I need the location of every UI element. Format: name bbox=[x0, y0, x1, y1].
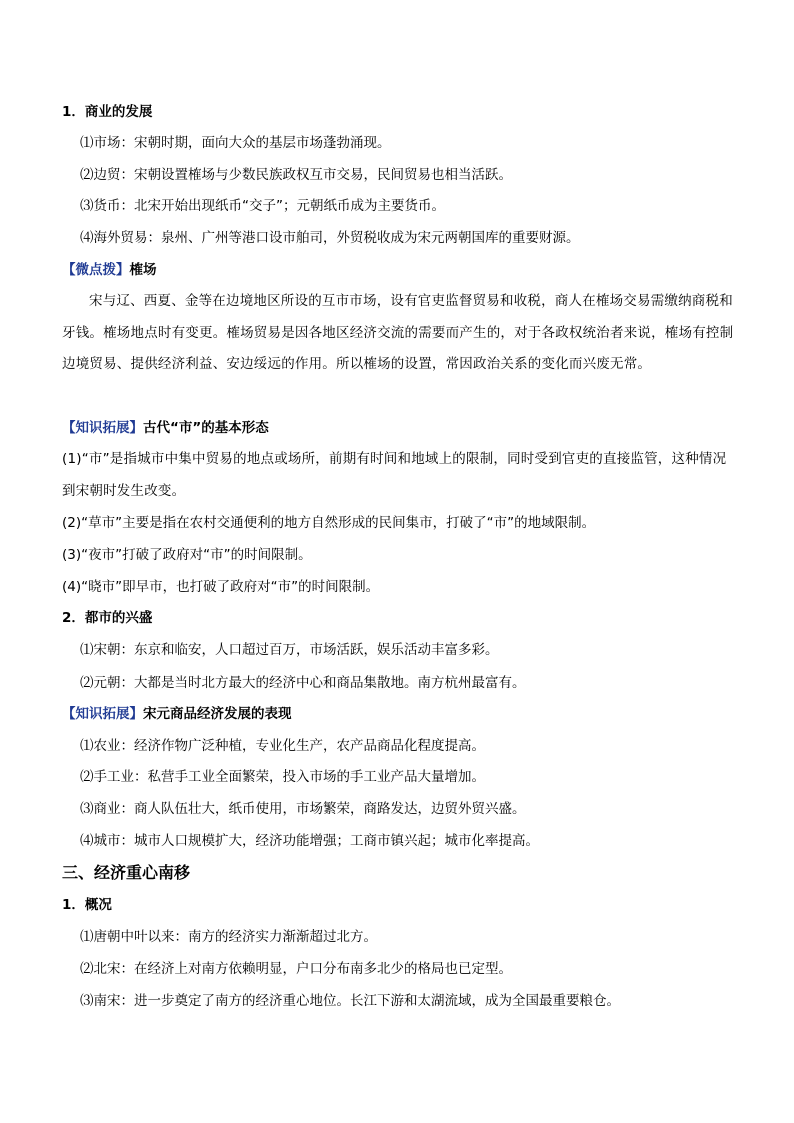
extension-title: 宋元商品经济发展的表现 bbox=[143, 706, 292, 722]
tip-title: 榷场 bbox=[129, 262, 157, 278]
list-item: ⑶货币：北宋开始出现纸币“交子”；元朝纸币成为主要货币。 bbox=[80, 198, 445, 214]
extension-tag: 【知识拓展】 bbox=[62, 706, 143, 722]
list-item: ⑴唐朝中叶以来：南方的经济实力渐渐超过北方。 bbox=[80, 929, 377, 945]
section-heading-overview: 1．概况 bbox=[62, 897, 112, 913]
section-heading-commerce: 1．商业的发展 bbox=[62, 104, 153, 120]
extension-title: 古代“市”的基本形态 bbox=[143, 420, 269, 436]
list-item: (1)“市”是指城市中集中贸易的地点或场所，前期有时间和地域上的限制，同时受到官吏的直接监管，这种情况到宋朝时发生改变。 bbox=[62, 451, 727, 499]
list-item: ⑴宋朝：东京和临安，人口超过百万，市场活跃，娱乐活动丰富多彩。 bbox=[80, 642, 499, 658]
tip-paragraph: 宋与辽、西夏、金等在边境地区所设的互市市场，设有官吏监督贸易和收税，商人在榷场交易需缴纳商税和牙钱。榷场地点时有变更。榷场贸易是因各地区经济交流的需要而产生的，对于各政权统治者来说，榷场有控制边境贸易、提供经济利益、安边绥远的作用。所以榷场的设置，常因政治关系的变化而兴废无常。 bbox=[62, 293, 734, 372]
list-item: ⑷城市：城市人口规模扩大，经济功能增强；工商市镇兴起；城市化率提高。 bbox=[80, 833, 539, 849]
list-item: (4)“晓市”即早市，也打破了政府对“市”的时间限制。 bbox=[62, 579, 380, 595]
list-item: ⑵边贸：宋朝设置榷场与少数民族政权互市交易，民间贸易也相当活跃。 bbox=[80, 167, 512, 183]
part-heading: 三、经济重心南移 bbox=[62, 863, 191, 882]
list-item: ⑴农业：经济作物广泛种植，专业化生产，农产品商品化程度提高。 bbox=[80, 738, 485, 754]
list-item: ⑶南宋：进一步奠定了南方的经济重心地位。长江下游和太湖流域，成为全国最重要粮仓。 bbox=[80, 993, 620, 1009]
tip-heading bbox=[62, 261, 157, 279]
list-item: ⑷海外贸易：泉州、广州等港口设市舶司，外贸税收成为宋元两朝国库的重要财源。 bbox=[80, 230, 580, 246]
list-item: ⑵元朝：大都是当时北方最大的经济中心和商品集散地。南方杭州最富有。 bbox=[80, 675, 526, 691]
list-item: (3)“夜市”打破了政府对“市”的时间限制。 bbox=[62, 547, 312, 563]
list-item: ⑴市场：宋朝时期，面向大众的基层市场蓬勃涌现。 bbox=[80, 135, 391, 151]
list-item: ⑵手工业：私营手工业全面繁荣，投入市场的手工业产品大量增加。 bbox=[80, 769, 485, 785]
list-item: ⑵北宋：在经济上对南方依赖明显，户口分布南多北少的格局也已定型。 bbox=[80, 961, 512, 977]
extension-tag: 【知识拓展】 bbox=[62, 420, 143, 436]
extension-heading bbox=[62, 705, 292, 723]
list-item: (2)“草市”主要是指在农村交通便利的地方自然形成的民间集市，打破了“市”的地域限制。 bbox=[62, 515, 596, 531]
tip-tag: 【微点拨】 bbox=[62, 262, 130, 278]
extension-heading bbox=[62, 419, 269, 437]
list-item: ⑶商业：商人队伍壮大，纸币使用，市场繁荣，商路发达，边贸外贸兴盛。 bbox=[80, 801, 526, 817]
section-heading-cities: 2．都市的兴盛 bbox=[62, 610, 153, 626]
